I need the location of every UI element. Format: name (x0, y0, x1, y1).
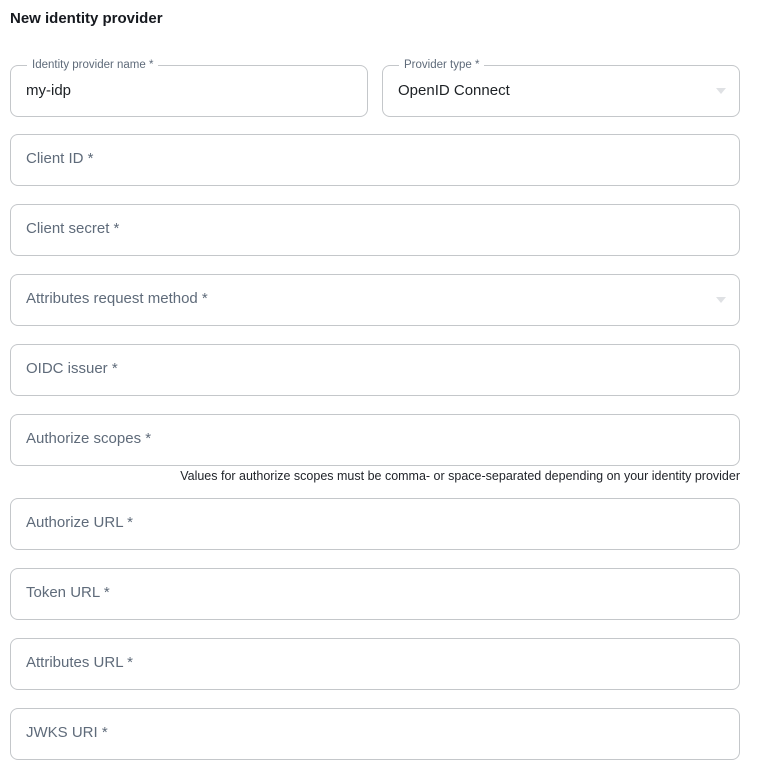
identity-provider-name-label: Identity provider name * (27, 59, 158, 72)
identity-provider-name-field (10, 59, 368, 117)
client-id-field (10, 134, 740, 186)
identity-provider-name-input[interactable] (11, 66, 367, 116)
client-id-input[interactable] (11, 135, 739, 185)
oidc-issuer-input[interactable] (11, 345, 739, 395)
token-url-input[interactable] (11, 569, 739, 619)
form-row-top (10, 59, 740, 117)
jwks-uri-input[interactable] (11, 709, 739, 759)
jwks-uri-field (10, 708, 740, 760)
attributes-request-method-select[interactable] (11, 275, 739, 325)
authorize-url-field (10, 498, 740, 550)
authorize-url-input[interactable] (11, 499, 739, 549)
provider-type-field (382, 59, 740, 117)
attributes-url-field (10, 638, 740, 690)
attributes-url-input[interactable] (11, 639, 739, 689)
provider-type-label: Provider type * (399, 59, 484, 72)
page-title: New identity provider (10, 10, 163, 27)
authorize-scopes-field (10, 414, 740, 466)
provider-type-select[interactable] (383, 66, 739, 116)
client-secret-field (10, 204, 740, 256)
authorize-scopes-input[interactable] (11, 415, 739, 465)
token-url-field (10, 568, 740, 620)
oidc-issuer-field (10, 344, 740, 396)
client-secret-input[interactable] (11, 205, 739, 255)
authorize-scopes-helper-text: Values for authorize scopes must be comma- or space-separated depending on your identity provider (180, 469, 740, 483)
attributes-request-method-field (10, 274, 740, 326)
